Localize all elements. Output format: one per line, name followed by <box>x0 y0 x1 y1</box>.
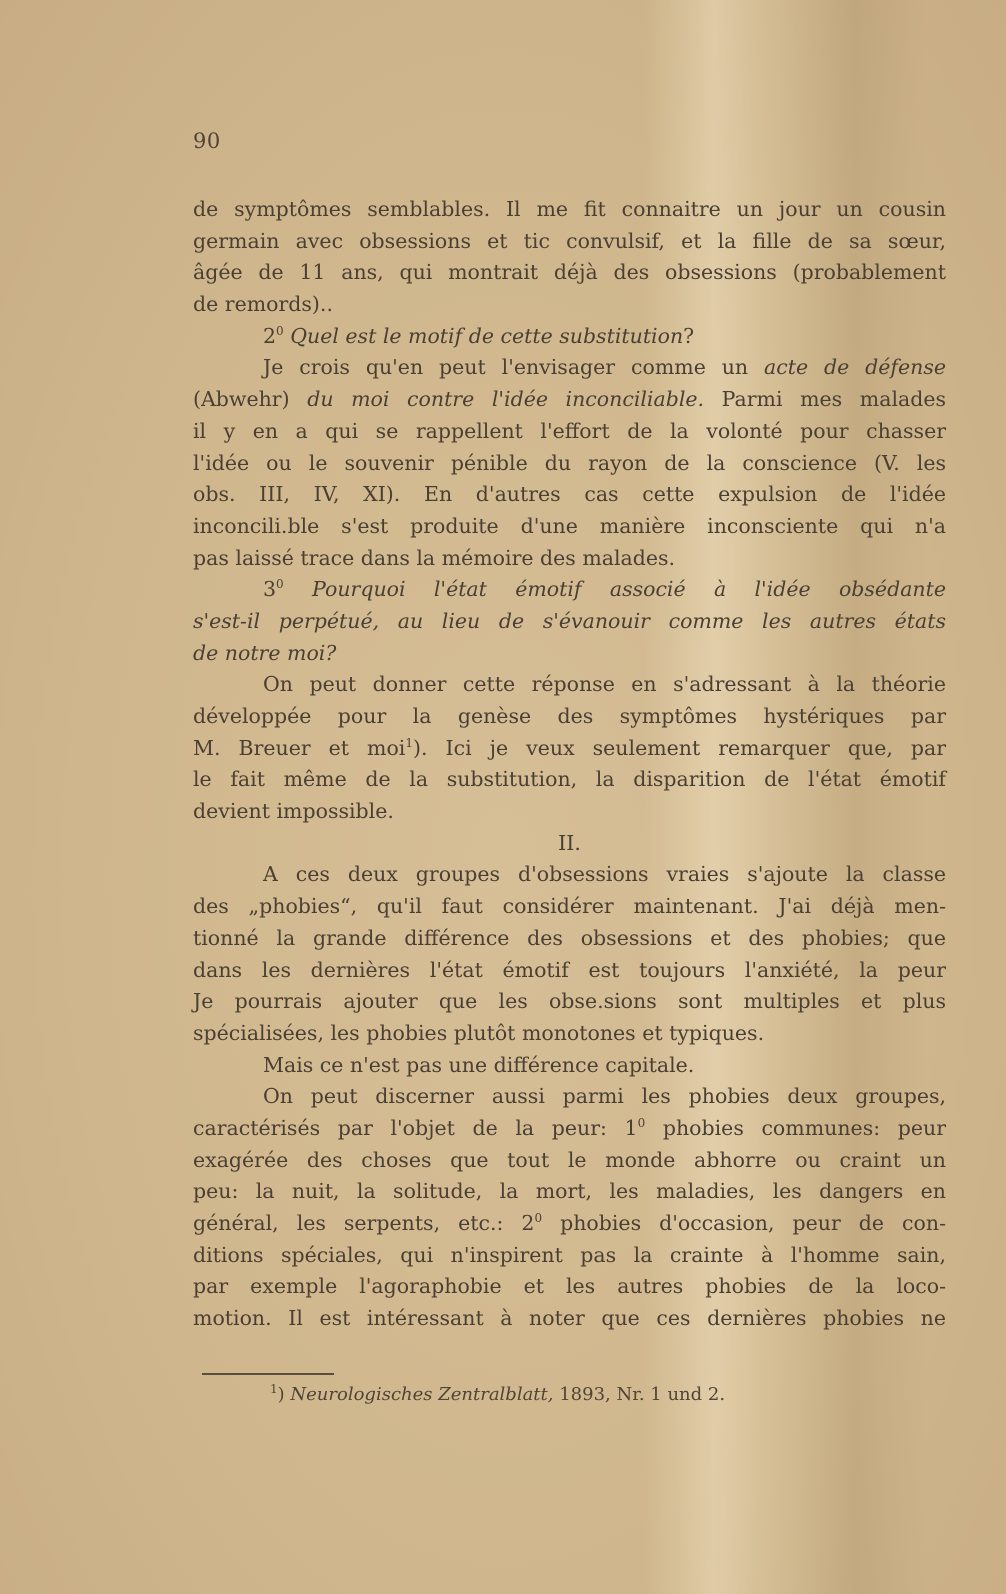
line-text: ). Ici je veux seulement remarquer que, par <box>413 735 946 760</box>
text-line <box>193 543 946 575</box>
text-line <box>193 194 946 226</box>
degree-mark: 0 <box>276 577 284 592</box>
text-line <box>193 1081 946 1113</box>
line-text: s'est-il perpétué, au lieu de s'évanouir comme les autres états <box>193 608 946 633</box>
footnote-divider <box>202 1373 334 1375</box>
line-text: motion. Il est intéressant à noter que ces dernières phobies ne <box>193 1306 946 1331</box>
line-text: peu: la nuit, la solitude, la mort, les maladies, les dangers en <box>193 1179 946 1204</box>
line-text: exagérée des choses que tout le monde abhorre ou craint un <box>193 1147 946 1172</box>
text-line <box>193 1303 946 1335</box>
text-line <box>193 289 946 321</box>
line-text: spécialisées, les phobies plutôt monotones et typiques. <box>193 1020 765 1045</box>
text-line <box>193 955 946 987</box>
question-text: Pourquoi l'état émotif associé à l'idée obsédante <box>283 577 946 602</box>
text-line <box>193 257 946 289</box>
text-line <box>193 416 946 448</box>
italic-phrase: du moi contre l'idée inconciliable. <box>307 387 705 412</box>
text-line <box>193 1176 946 1208</box>
line-text: tionné la grande différence des obsessions et des phobies; que <box>193 925 946 950</box>
question-mark: ? <box>683 323 695 348</box>
question-number: 3 <box>263 577 277 602</box>
line-text: développée pour la genèse des symptômes hystériques par <box>193 704 946 728</box>
section-number: II. <box>558 830 581 855</box>
italic-phrase: acte de défense <box>764 355 946 380</box>
degree-mark: 0 <box>276 323 284 338</box>
section-heading <box>193 828 946 860</box>
line-text: On peut donner cette réponse en s'adressant à la théorie <box>263 672 946 697</box>
question-text-line <box>193 638 946 670</box>
text-line <box>193 226 946 258</box>
text-line <box>193 923 946 955</box>
text-line <box>193 448 946 480</box>
question-heading-3 <box>193 574 946 606</box>
text-line <box>193 859 946 891</box>
line-text: Parmi mes malades <box>704 387 947 412</box>
text-line <box>193 701 946 733</box>
text-line <box>193 479 946 511</box>
line-text: A ces deux groupes d'obsessions vraies s'ajoute la classe <box>263 862 946 887</box>
text-line <box>193 511 946 543</box>
line-text: Mais ce n'est pas une différence capitale. <box>263 1052 695 1077</box>
text-line <box>193 1271 946 1303</box>
line-text: pas laissé trace dans la mémoire des malades. <box>193 545 676 570</box>
text-line <box>193 1208 946 1240</box>
line-text: général, les serpents, etc.: 2 <box>193 1211 535 1235</box>
footnote-marker: 1 <box>270 1382 278 1396</box>
footnote-citation: 1893, Nr. 1 und 2. <box>553 1384 726 1405</box>
degree-mark: 0 <box>637 1116 646 1131</box>
footnote-marker-paren: ) <box>277 1384 291 1405</box>
body-text <box>193 194 946 1335</box>
line-text: par exemple l'agoraphobie et les autres phobies de la loco- <box>193 1274 946 1299</box>
line-text: dans les dernières l'état émotif est toujours l'anxiété, la peur <box>193 957 946 982</box>
text-line <box>193 891 946 923</box>
text-line <box>193 384 946 416</box>
footnote <box>270 1384 725 1405</box>
question-text-line <box>193 606 946 638</box>
line-text: de symptômes semblables. Il me fit connaitre un jour un cousin <box>193 197 946 221</box>
question-text: Quel est le motif de cette substitution <box>283 323 684 348</box>
line-text: le fait même de la substitution, la disparition de l'état émotif <box>193 767 946 792</box>
line-text: de remords).. <box>193 292 333 317</box>
line-text: M. Breuer et moi <box>193 735 406 760</box>
text-line <box>193 764 946 796</box>
line-text: de notre moi? <box>193 640 337 665</box>
line-text: ditions spéciales, qui n'inspirent pas la crainte à l'homme sain, <box>193 1242 946 1267</box>
question-number: 2 <box>263 323 277 348</box>
text-line <box>193 986 946 1018</box>
line-text: Je crois qu'en peut l'envisager comme un <box>263 355 765 380</box>
line-text: devient impossible. <box>193 799 394 824</box>
page-number: 90 <box>193 129 221 153</box>
line-text: Je pourrais ajouter que les obse.sions sont multiples et plus <box>193 989 946 1014</box>
line-text: On peut discerner aussi parmi les phobies deux groupes, <box>263 1084 946 1109</box>
text-line <box>193 796 946 828</box>
line-text: obs. III, IV, XI). En d'autres cas cette expulsion de l'idée <box>193 482 946 507</box>
line-text: inconcili.ble s'est produite d'une manière inconsciente qui n'a <box>193 513 946 538</box>
footnote-journal-title: Neurologisches Zentralblatt, <box>290 1384 554 1405</box>
text-line <box>193 669 946 701</box>
line-text: il y en a qui se rappellent l'effort de la volonté pour chasser <box>193 418 946 443</box>
text-line <box>193 1145 946 1177</box>
question-heading-2 <box>193 321 946 353</box>
line-text: (Abwehr) <box>193 387 308 412</box>
text-line <box>193 1018 946 1050</box>
line-text: phobies communes: peur <box>645 1115 946 1140</box>
text-line <box>193 733 946 765</box>
line-text: âgée de 11 ans, qui montrait déjà des obsessions (probablement <box>193 260 946 285</box>
text-line <box>193 1050 946 1082</box>
degree-mark: 0 <box>534 1211 543 1226</box>
line-text: caractérisés par l'objet de la peur: 1 <box>193 1115 638 1140</box>
line-text: l'idée ou le souvenir pénible du rayon de la conscience (V. les <box>193 450 946 475</box>
text-line <box>193 1113 946 1145</box>
text-line <box>193 352 946 384</box>
line-text: phobies d'occasion, peur de con- <box>542 1211 947 1235</box>
text-line <box>193 1240 946 1272</box>
line-text: des „phobies“, qu'il faut considérer maintenant. J'ai déjà men- <box>193 894 946 919</box>
line-text: germain avec obsessions et tic convulsif, et la fille de sa sœur, <box>193 228 946 253</box>
footnote-reference[interactable]: 1 <box>405 735 414 750</box>
